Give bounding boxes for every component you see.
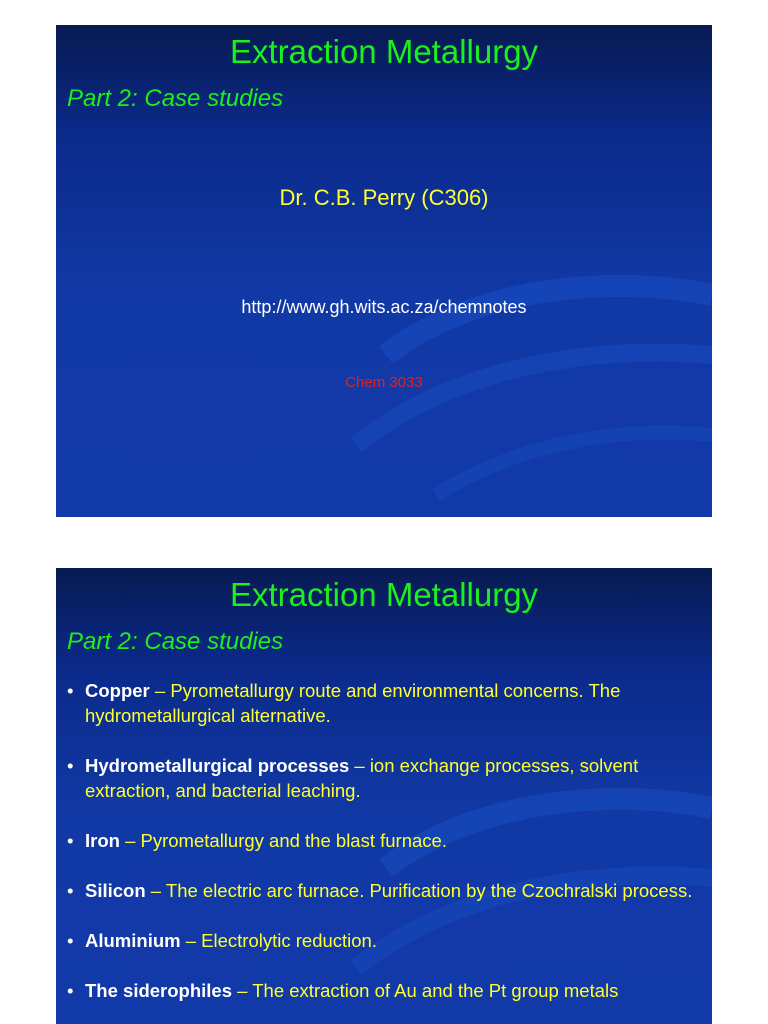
list-item — [67, 678, 697, 728]
topic-term: The siderophiles — [85, 980, 233, 1001]
topic-description: – The electric arc furnace. Purification by the Czochralski process. — [145, 880, 693, 901]
topic-description: – Pyrometallurgy and the blast furnace. — [119, 830, 447, 851]
course-code: Chem 3033 — [345, 374, 423, 391]
topic-description: – Pyrometallurgy route and environmental concerns. The hydrometallurgical alternative. — [85, 680, 621, 726]
slide-title: Extraction Metallurgy — [229, 576, 539, 613]
author-line: Dr. C.B. Perry (C306) — [279, 185, 489, 210]
bullet-icon: • — [67, 980, 74, 1001]
topic-term: Silicon — [85, 880, 146, 901]
bullet-icon: • — [67, 680, 74, 701]
topic-term: Copper — [85, 680, 150, 701]
topic-term: Iron — [85, 830, 120, 851]
list-item — [67, 928, 697, 953]
outline-slide — [56, 568, 712, 1024]
list-item — [67, 828, 697, 853]
list-item — [67, 978, 697, 1003]
bullet-icon: • — [67, 880, 74, 901]
bullet-icon: • — [67, 755, 74, 776]
slide-subtitle: Part 2: Case studies — [67, 85, 284, 112]
topic-list — [67, 678, 697, 1024]
slide-title: Extraction Metallurgy — [229, 33, 539, 70]
title-slide — [56, 25, 712, 517]
course-url: http://www.gh.wits.ac.za/chemnotes — [241, 297, 527, 317]
topic-term: Hydrometallurgical processes — [85, 755, 350, 776]
list-item — [67, 753, 697, 803]
topic-description: – ion exchange processes, solvent extraction, and bacterial leaching. — [85, 755, 639, 801]
topic-description: – The extraction of Au and the Pt group metals — [232, 980, 619, 1001]
bullet-icon: • — [67, 930, 74, 951]
list-item — [67, 878, 697, 903]
topic-description: – Electrolytic reduction. — [180, 930, 377, 951]
topic-term: Aluminium — [85, 930, 181, 951]
slide-subtitle: Part 2: Case studies — [67, 628, 284, 655]
bullet-icon: • — [67, 830, 74, 851]
